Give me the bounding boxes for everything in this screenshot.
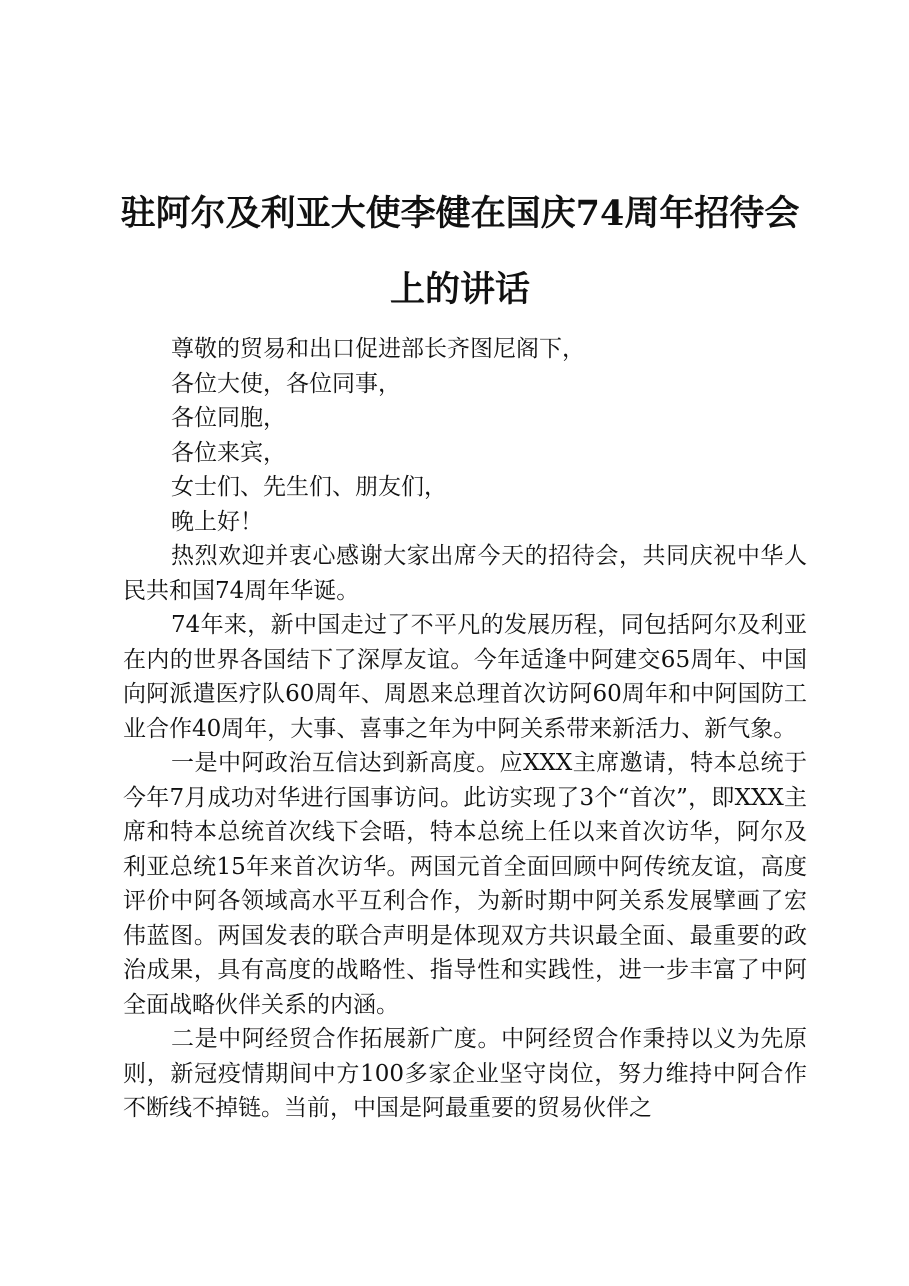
salutation-line: 各位来宾， bbox=[171, 439, 286, 466]
salutation-line: 各位大使，各位同事， bbox=[171, 370, 401, 397]
paragraph: 二是中阿经贸合作拓展新广度。中阿经贸合作秉持以义为先原则，新冠疫情期间中方100多家企业坚守岗位，努力维持中阿合作不断线不掉链。当前，中国是阿最重要的贸易伙伴之 bbox=[123, 1026, 807, 1121]
salutation-line: 各位同胞， bbox=[171, 405, 286, 431]
title-line-2: 上的讲话 bbox=[389, 269, 530, 310]
title-line-1: 驻阿尔及利亚大使李健在国庆74周年招待会 bbox=[120, 193, 800, 234]
speech-body bbox=[123, 332, 807, 1126]
paragraph: 74年来，新中国走过了不平凡的发展历程，同包括阿尔及利亚在内的世界各国结下了深厚友谊。今年适逢中阿建交65周年、中国向阿派遣医疗队60周年、周恩来总理首次访阿60周年和中阿国防工业合作40周年，大事、喜事之年为中阿关系带来新活力、新气象。 bbox=[123, 612, 807, 742]
salutation-line: 女士们、先生们、朋友们， bbox=[171, 474, 447, 500]
paragraph: 一是中阿政治互信达到新高度。应XXX主席邀请，特本总统于今年7月成功对华进行国事访问。此访实现了3个“首次”，即XXX主席和特本总统首次线下会晤，特本总统上任以来首次访华，阿尔及利亚总统15年来首次访华。两国元首全面回顾中阿传统友谊，高度评价中阿各领域高水平互利合作，为新时期中阿关系发展擘画了宏伟蓝图。两国发表的联合声明是体现双方共识最全面、最重要的政治成果，具有高度的战略性、指导性和实践性，进一步丰富了中阿全面战略伙伴关系的内涵。 bbox=[123, 750, 807, 1018]
paragraph: 热烈欢迎并衷心感谢大家出席今天的招待会，共同庆祝中华人民共和国74周年华诞。 bbox=[123, 543, 807, 604]
document-title bbox=[110, 176, 810, 328]
salutation-line: 尊敬的贸易和出口促进部长齐图尼阁下， bbox=[171, 336, 585, 362]
greeting-line: 晚上好！ bbox=[171, 508, 263, 535]
